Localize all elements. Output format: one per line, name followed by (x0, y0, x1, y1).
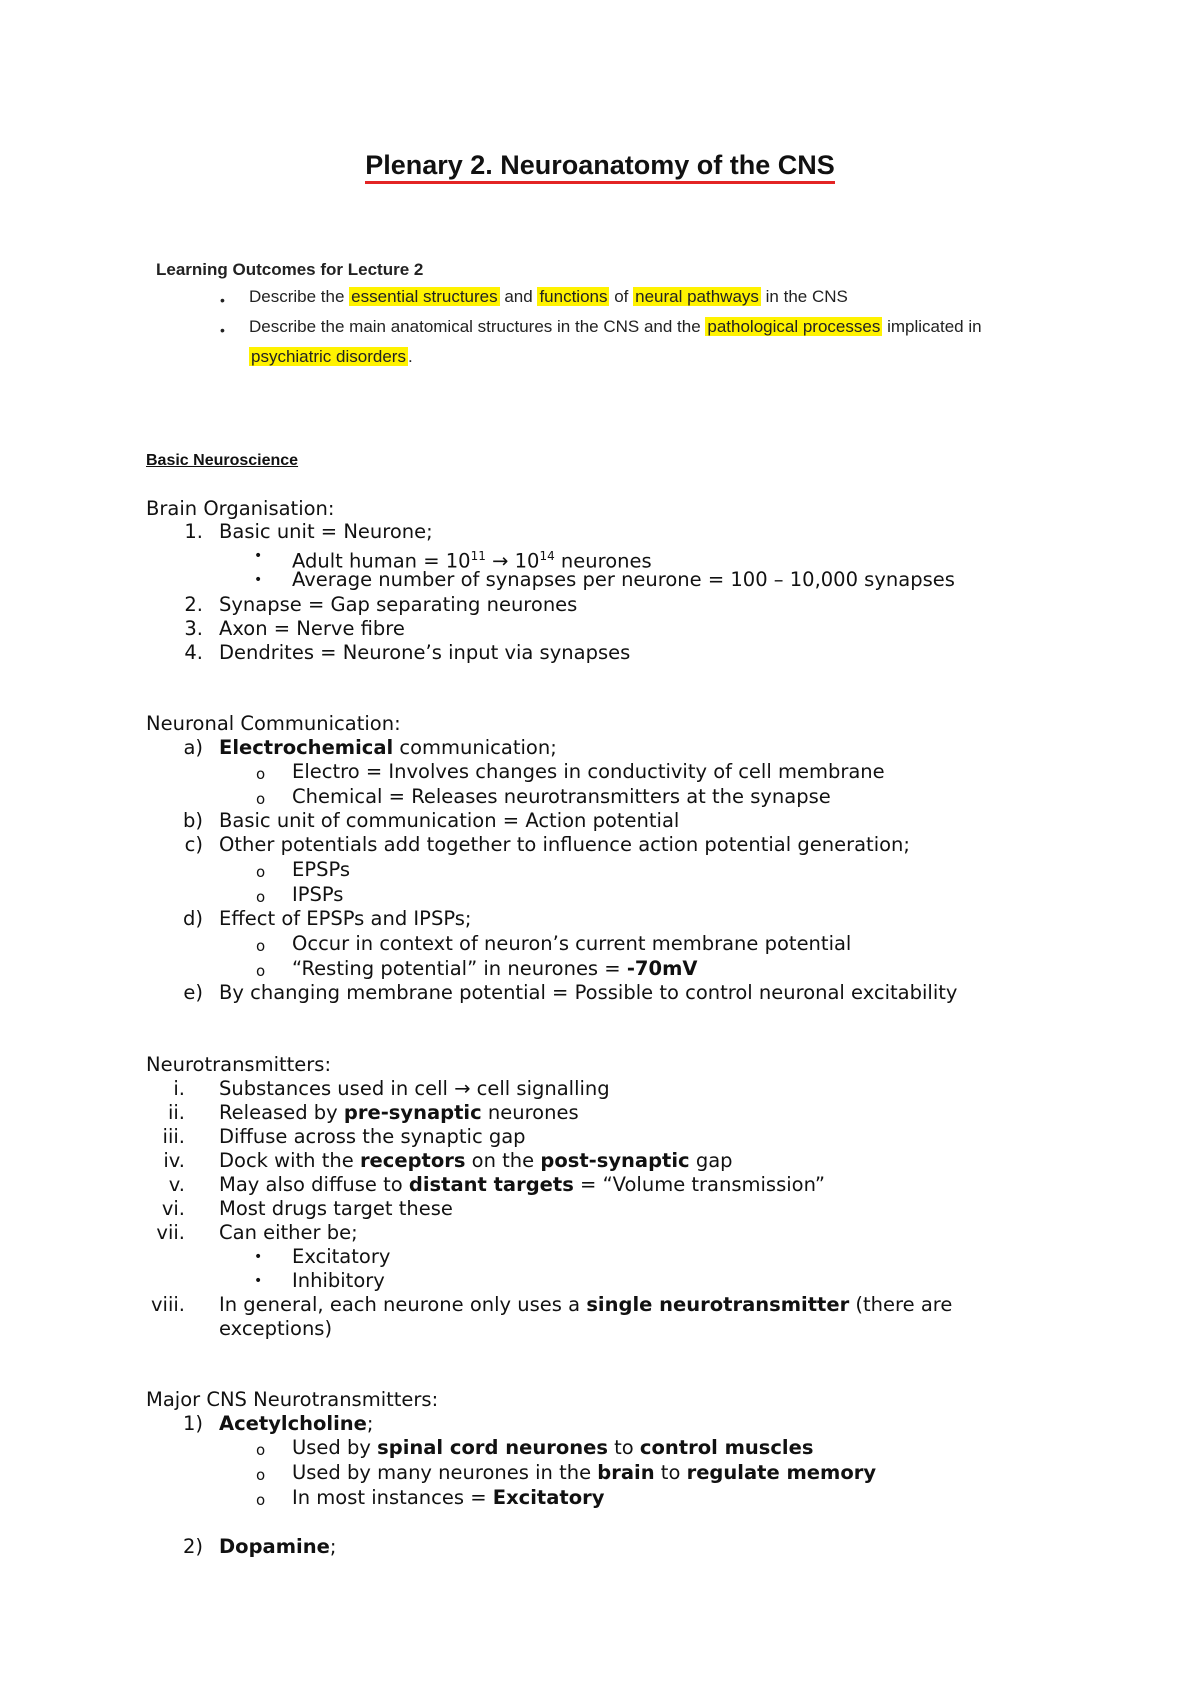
list-item: May also diffuse to distant targets = “Volume transmission” (219, 1173, 825, 1196)
learning-outcome-2: Describe the main anatomical structures in the CNS and the pathological processes implicated in (249, 317, 982, 336)
list-item: Average number of synapses per neurone = 100 – 10,000 synapses (292, 568, 955, 591)
bullet-icon: • (254, 572, 263, 588)
list-item: Electrochemical communication; (219, 736, 557, 759)
neurotransmitters-heading: Neurotransmitters: (146, 1053, 332, 1076)
bullet-icon: • (220, 322, 225, 338)
circle-bullet-icon: o (256, 1491, 266, 1509)
list-item: Chemical = Releases neurotransmitters at the synapse (292, 785, 831, 808)
list-item: Used by many neurones in the brain to regulate memory (292, 1461, 877, 1484)
circle-bullet-icon: o (256, 1441, 266, 1459)
bullet-icon: • (254, 548, 263, 564)
list-item: By changing membrane potential = Possible to control neuronal excitability (219, 981, 958, 1004)
list-item: Dock with the receptors on the post-synaptic gap (219, 1149, 733, 1172)
list-item: Substances used in cell → cell signalling (219, 1077, 610, 1100)
highlight: functions (539, 287, 608, 306)
list-item-continuation: exceptions) (219, 1317, 333, 1340)
list-roman: v. (168, 1173, 185, 1196)
list-roman: vii. (156, 1221, 185, 1244)
list-roman: iv. (163, 1149, 185, 1172)
list-item: In general, each neurone only uses a single neurotransmitter (there are (219, 1293, 953, 1316)
document-title: Plenary 2. Neuroanatomy of the CNS (0, 150, 1200, 181)
list-letter: d) (183, 907, 203, 930)
circle-bullet-icon: o (256, 962, 266, 980)
list-roman: viii. (151, 1293, 185, 1316)
learning-outcome-2-cont: psychiatric disorders . (251, 347, 413, 366)
list-item: “Resting potential” in neurones = -70mV (292, 957, 698, 980)
list-item: Diffuse across the synaptic gap (219, 1125, 526, 1148)
highlight: essential structures (351, 287, 498, 306)
circle-bullet-icon: o (256, 863, 266, 881)
list-item: Can either be; (219, 1221, 358, 1244)
list-roman: iii. (162, 1125, 185, 1148)
bullet-icon: • (254, 1249, 263, 1265)
circle-bullet-icon: o (256, 888, 266, 906)
list-item: Inhibitory (292, 1269, 385, 1292)
list-item: Adult human = $10^{11} \to 10^{14}$ neurones (292, 549, 652, 573)
list-number: 4. (184, 641, 203, 664)
highlight: neural pathways (635, 287, 759, 306)
list-item: Basic unit = Neurone; (219, 520, 433, 543)
brain-organisation-heading: Brain Organisation: (146, 497, 335, 520)
neuronal-communication-heading: Neuronal Communication: (146, 712, 401, 735)
list-roman: i. (173, 1077, 185, 1100)
list-item: Acetylcholine; (219, 1412, 374, 1435)
learning-outcome-1: Describe the essential structures and functions of neural pathways in the CNS (249, 287, 848, 306)
list-number: 2. (184, 593, 203, 616)
section-heading: Basic Neuroscience (146, 452, 299, 469)
list-item: Basic unit of communication = Action potential (219, 809, 680, 832)
list-item: Electro = Involves changes in conductivity of cell membrane (292, 760, 885, 783)
list-item: Axon = Nerve fibre (219, 617, 405, 640)
list-letter: a) (183, 736, 203, 759)
list-item: Dopamine; (219, 1535, 337, 1558)
list-item: Released by pre-synaptic neurones (219, 1101, 579, 1124)
bullet-icon: • (220, 292, 225, 308)
list-number: 1. (184, 520, 203, 543)
learning-outcomes-heading: Learning Outcomes for Lecture 2 (156, 260, 424, 279)
circle-bullet-icon: o (256, 937, 266, 955)
list-roman: ii. (167, 1101, 185, 1124)
list-item: Most drugs target these (219, 1197, 453, 1220)
list-item: Occur in context of neuron’s current membrane potential (292, 932, 852, 955)
list-letter: e) (183, 981, 203, 1004)
highlight: psychiatric disorders (251, 347, 406, 366)
list-item: In most instances = Excitatory (292, 1486, 605, 1509)
list-item: Effect of EPSPs and IPSPs; (219, 907, 472, 930)
list-number: 3. (184, 617, 203, 640)
highlight: pathological processes (707, 317, 881, 336)
circle-bullet-icon: o (256, 790, 266, 808)
list-letter: b) (183, 809, 203, 832)
list-item: IPSPs (292, 883, 344, 906)
bullet-icon: • (254, 1273, 263, 1289)
list-number: 1) (182, 1412, 203, 1435)
list-item: Dendrites = Neurone’s input via synapses (219, 641, 631, 664)
list-item: Excitatory (292, 1245, 391, 1268)
major-neurotransmitters-heading: Major CNS Neurotransmitters: (146, 1388, 439, 1411)
list-item: EPSPs (292, 858, 351, 881)
list-item: Other potentials add together to influence action potential generation; (219, 833, 910, 856)
list-item: Used by spinal cord neurones to control muscles (292, 1436, 814, 1459)
list-letter: c) (184, 833, 203, 856)
list-roman: vi. (161, 1197, 185, 1220)
circle-bullet-icon: o (256, 1466, 266, 1484)
list-item: Synapse = Gap separating neurones (219, 593, 578, 616)
circle-bullet-icon: o (256, 765, 266, 783)
list-number: 2) (182, 1535, 203, 1558)
